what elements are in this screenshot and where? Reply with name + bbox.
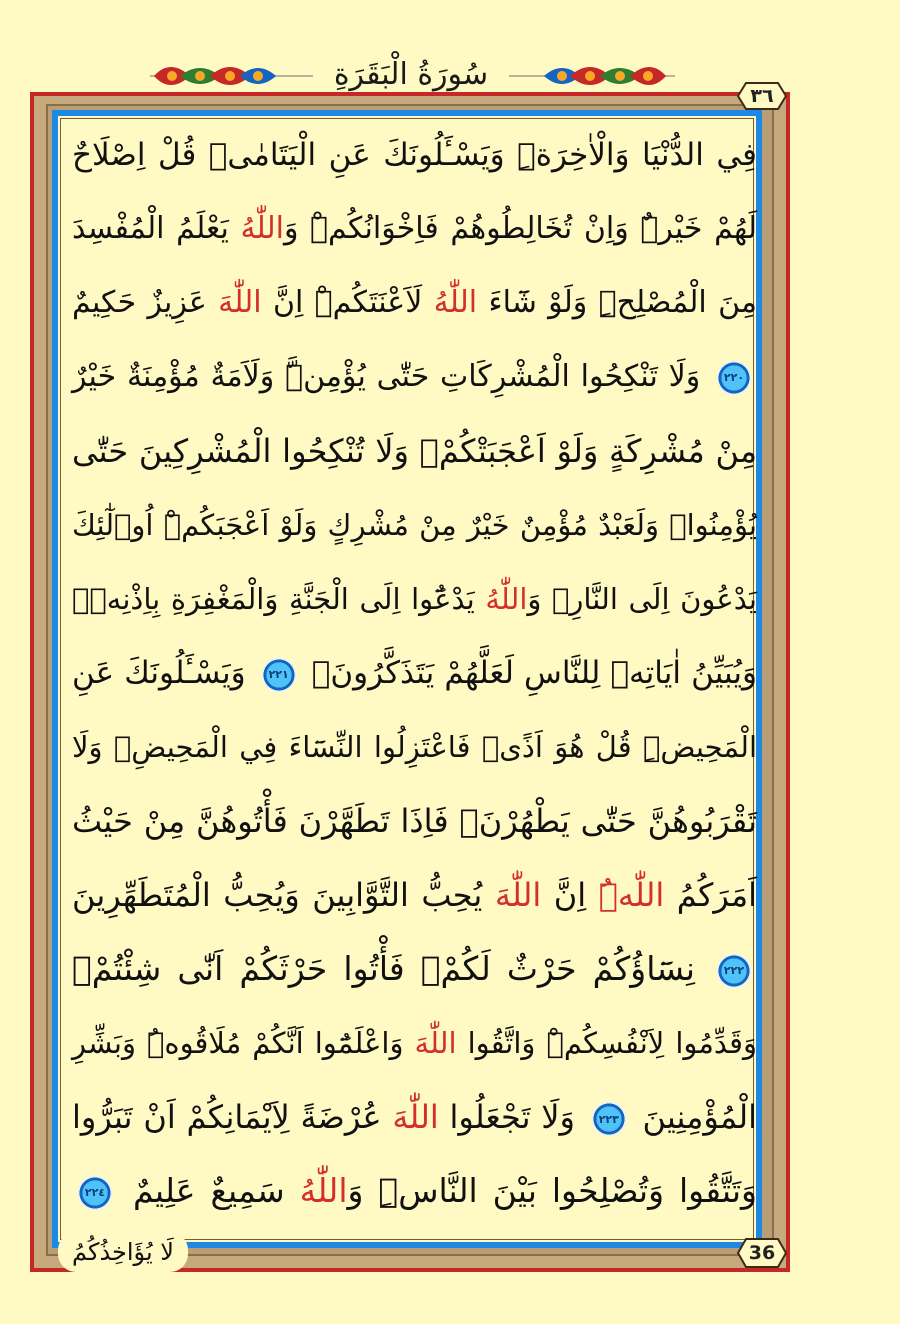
verse-text: مِنَ الْمُصْلِحِۜ وَلَوْ شَٓاءَ	[477, 285, 757, 320]
page-number-latin	[734, 1236, 790, 1270]
verse-text: يُؤْمِنُواۜ وَلَعَبْدٌ مُؤْمِنٌ خَيْرٌ مِنْ مُشْرِكٍ وَلَوْ اَعْجَبَكُمْۜ اُو۬لٰٓئِكَ	[72, 508, 757, 542]
text-line	[72, 118, 757, 192]
verse-text: وَلَا تَنْكِحُوا الْمُشْرِكَاتِ حَتّٰى يُؤْمِنَّۜ وَلَاَمَةٌ مُؤْمِنَةٌ خَيْرٌ	[72, 359, 711, 394]
page-number-latin-text: 36	[748, 1242, 776, 1264]
verse-text: مِنْ مُشْرِكَةٍ وَلَوْ اَعْجَبَتْكُمْۚ وَلَا تُنْكِحُوا الْمُشْرِكِينَ حَتّٰى	[72, 432, 757, 470]
divine-name: اللّٰهُ	[240, 211, 284, 246]
verse-text: عُرْضَةً لِاَيْمَانِكُمْ اَنْ تَبَرُّوا	[72, 1098, 393, 1136]
verse-text: وَقَدِّمُوا لِاَنْفُسِكُمْۜ وَاتَّقُوا	[456, 1026, 758, 1060]
catchword: لَا يُؤَاخِذُكُمُ	[58, 1232, 188, 1272]
ayah-number-marker: ٢٢٣	[592, 1102, 626, 1136]
divine-name: اللّٰهَ	[392, 1098, 439, 1136]
verse-text: وَيُبَيِّنُ اٰيَاتِهٖ لِلنَّاسِ لَعَلَّهُمْ يَتَذَكَّرُونَ۟	[301, 655, 758, 691]
divine-name: اللّٰهَ	[414, 1026, 457, 1060]
verse-text: اِنَّ	[541, 876, 599, 914]
verse-text: اَمَرَكُمُ	[664, 876, 758, 914]
verse-text: وَاعْلَمُٓوا اَنَّكُمْ مُلَاقُوهُۜ وَبَشِّرِ	[72, 1026, 415, 1060]
text-line	[72, 1006, 757, 1080]
text-line	[72, 414, 757, 488]
divine-name: اللّٰهَ	[494, 876, 542, 914]
page-number-arabic-text: ٣٦	[750, 85, 774, 107]
verse-text: يَعْلَمُ الْمُفْسِدَ	[72, 211, 241, 246]
verse-text: لَهُمْ خَيْرٌۜ وَاِنْ تُخَالِطُوهُمْ فَاِخْوَانُكُمْۜ وَ	[283, 211, 758, 246]
verse-text: الْمَحِيضِۜ قُلْ هُوَ اَذًىۙ فَاعْتَزِلُوا النِّسَٓاءَ فِي الْمَحِيضِۙ وَلَا	[72, 730, 757, 764]
verse-text: عَزِيزٌ حَكِيمٌ	[72, 285, 219, 320]
divine-name: اللّٰهَ	[218, 285, 262, 320]
text-line	[72, 784, 757, 858]
ayah-number-marker: ٢٢٠	[717, 361, 751, 395]
ayah-number-marker: ٢٢٢	[717, 954, 751, 988]
verse-text: تَقْرَبُوهُنَّ حَتّٰى يَطْهُرْنَۚ فَاِذَا تَطَهَّرْنَ فَأْتُوهُنَّ مِنْ حَيْثُ	[72, 802, 757, 840]
verse-text: نِسَٓاؤُكُمْ حَرْثٌ لَكُمْۖ فَأْتُوا حَرْثَكُمْ اَنّٰى شِئْتُمْۘ	[72, 949, 711, 988]
verse-text: يُحِبُّ التَّوَّابِينَ وَيُحِبُّ الْمُتَطَهِّرِينَ	[72, 876, 495, 914]
divine-name: اللّٰهُ	[485, 582, 528, 616]
header-ornament-right	[150, 56, 280, 96]
divine-name: اللّٰهُ	[433, 285, 478, 320]
text-line	[72, 266, 757, 340]
text-line	[72, 710, 757, 784]
quran-text	[72, 118, 757, 1228]
verse-text: وَتَتَّقُوا وَتُصْلِحُوا بَيْنَ النَّاسِۜ وَ	[347, 1171, 757, 1210]
divine-name: اللّٰهُۜ	[598, 876, 665, 914]
text-line	[72, 858, 757, 932]
verse-text: الْمُؤْمِنِينَ	[631, 1098, 758, 1136]
verse-text: لَاَعْنَتَكُمْۜ اِنَّ	[261, 285, 434, 320]
text-line	[72, 488, 757, 562]
text-line	[72, 636, 757, 710]
divine-name: اللّٰهُ	[299, 1171, 348, 1210]
ayah-number-marker: ٢٢١	[262, 658, 296, 692]
verse-text: سَمِيعٌ عَلِيمٌ	[118, 1171, 300, 1210]
verse-text: يَدْعُٓوا اِلَى الْجَنَّةِ وَالْمَغْفِرَةِ بِاِذْنِهٖۚ	[72, 582, 486, 616]
verse-text: وَيَسْـَٔلُونَكَ عَنِ	[72, 655, 256, 691]
text-line	[72, 192, 757, 266]
text-line	[72, 1080, 757, 1154]
text-line	[72, 340, 757, 414]
header-ornament-left	[540, 56, 670, 96]
verse-text: يَدْعُونَ اِلَى النَّارِۚ وَ	[527, 582, 757, 616]
text-line	[72, 932, 757, 1006]
text-line	[72, 562, 757, 636]
ayah-number-marker: ٢٢٤	[78, 1176, 112, 1210]
text-line	[72, 1154, 757, 1228]
surah-title: سُورَةُ الْبَقَرَةِ	[333, 56, 489, 92]
page-number-arabic	[734, 80, 790, 112]
verse-text: وَلَا تَجْعَلُوا	[438, 1098, 586, 1136]
surah-title-plate	[313, 50, 509, 98]
verse-text: فِي الدُّنْيَا وَالْاٰخِرَةِۜ وَيَسْـَٔلُونَكَ عَنِ الْيَتَامٰىۜ قُلْ اِصْلَاحٌ	[72, 137, 757, 173]
